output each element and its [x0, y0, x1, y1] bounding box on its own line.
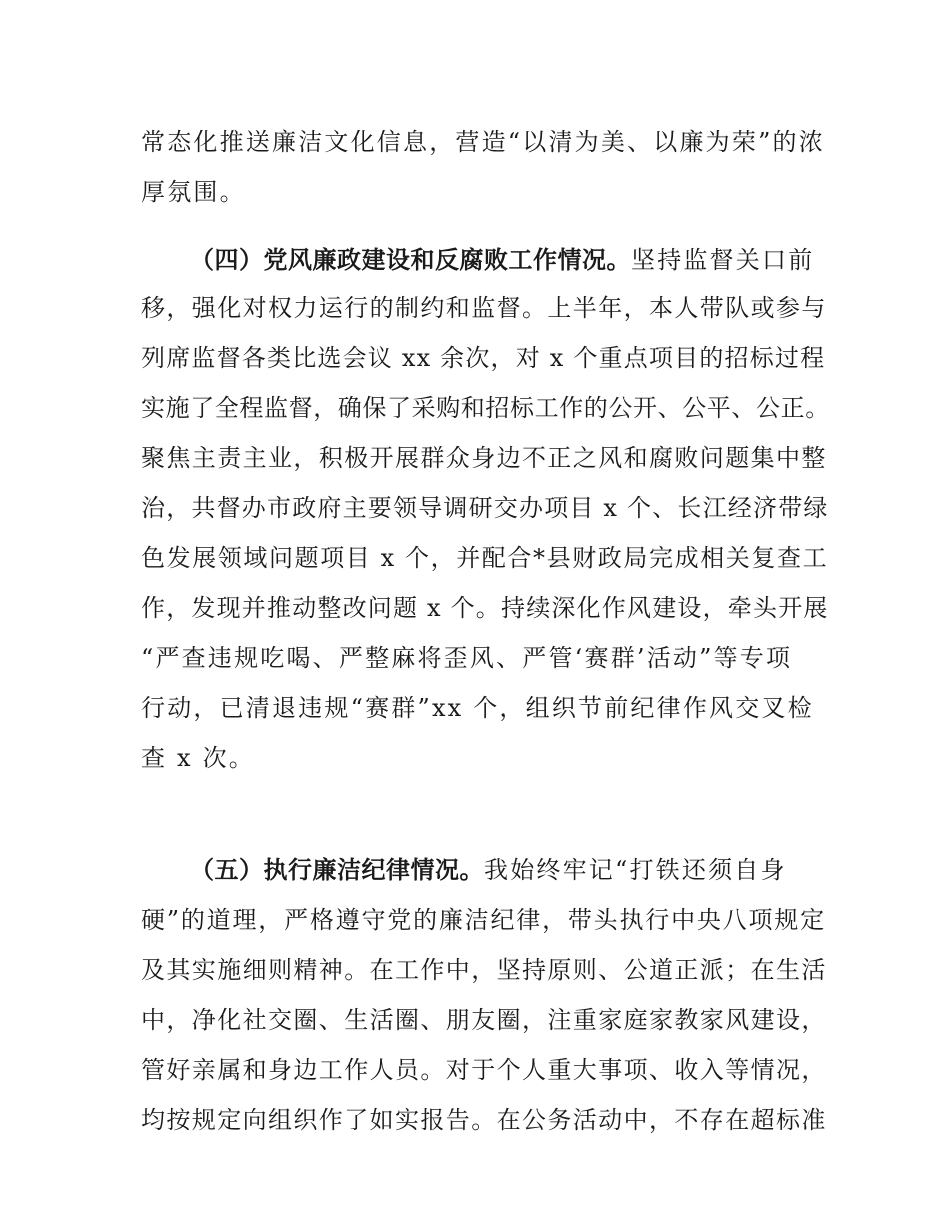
paragraph-line: 色发展领域问题项目 x 个，并配合*县财政局完成相关复查工: [141, 544, 829, 572]
paragraph-line: 中，净化社交圈、生活圈、朋友圈，注重家庭家教家风建设，: [141, 1006, 827, 1034]
paragraph-line: “严查违规吃喝、严整麻将歪风、严管‘赛群’活动”等专项: [141, 644, 793, 672]
paragraph-line: 常态化推送廉洁文化信息，营造“以清为美、以廉为荣”的浓: [141, 128, 825, 156]
paragraph-line: 均按规定向组织作了如实报告。在公务活动中，不存在超标准: [141, 1106, 827, 1134]
paragraph-first-line: [190, 855, 787, 885]
paragraph-line: 厚氛围。: [141, 178, 246, 206]
paragraph-line: 查 x 次。: [141, 744, 255, 772]
paragraph-line: 移，强化对权力运行的制约和监督。上半年，本人带队或参与: [141, 294, 827, 322]
paragraph-line: 管好亲属和身边工作人员。对于个人重大事项、收入等情况，: [141, 1056, 827, 1084]
paragraph-first-line: [190, 245, 814, 275]
paragraph-line: 治，共督办市政府主要领导调研交办项目 x 个、长江经济带绿: [141, 494, 829, 522]
paragraph-line: 及其实施细则精神。在工作中，坚持原则、公道正派；在生活: [141, 956, 827, 984]
paragraph-line: 实施了全程监督，确保了采购和招标工作的公开、公平、公正。: [141, 394, 830, 422]
paragraph-line: 作，发现并推动整改问题 x 个。持续深化作风建设，牵头开展: [141, 594, 829, 622]
paragraph-line-rest: 我始终牢记“打铁还须自身: [484, 856, 787, 884]
paragraph-line-rest: 坚持监督关口前: [631, 246, 815, 274]
paragraph-line: 聚焦主责主业，积极开展群众身边不正之风和腐败问题集中整: [141, 444, 827, 472]
section-heading-5: （五）执行廉洁纪律情况。: [190, 856, 484, 884]
section-heading-4: （四）党风廉政建设和反腐败工作情况。: [190, 246, 631, 274]
paragraph-line: 硬”的道理，严格遵守党的廉洁纪律，带头执行中央八项规定: [141, 906, 826, 934]
paragraph-line: 行动，已清退违规“赛群”xx 个，组织节前纪律作风交叉检: [141, 694, 814, 722]
paragraph-line: 列席监督各类比选会议 xx 余次，对 x 个重点项目的招标过程: [141, 344, 826, 372]
